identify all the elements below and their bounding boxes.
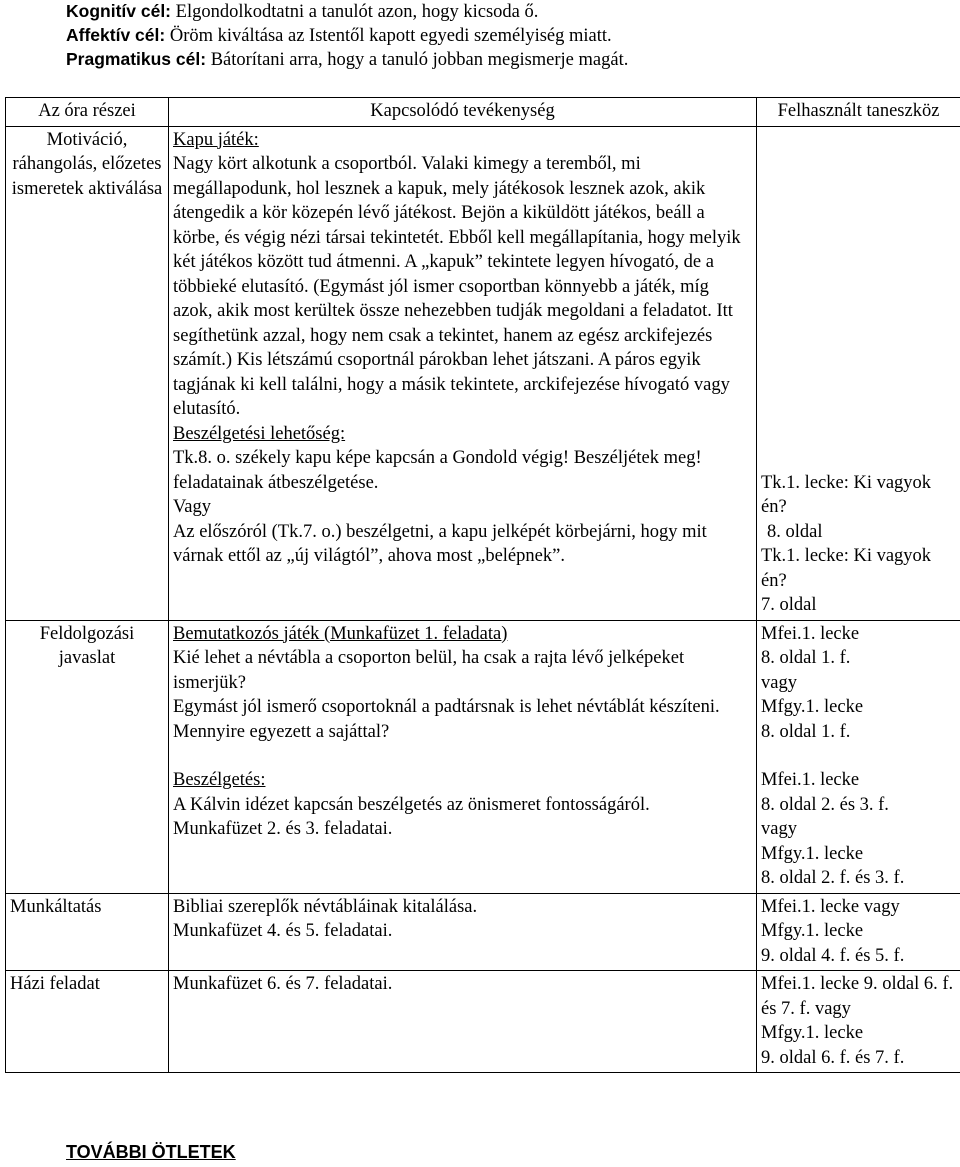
tools-cell: [757, 971, 960, 1073]
activity-text: Munkafüzet 2. és 3. feladatai.: [173, 819, 393, 839]
lesson-goals: [66, 0, 946, 72]
tool-ref: 8. oldal 2. f. és 3. f.: [761, 868, 905, 888]
tools-cell: [757, 620, 960, 893]
table-row: [6, 126, 960, 620]
activity-text: Munkafüzet 6. és 7. feladatai.: [173, 974, 393, 994]
header-tools: Felhasznált taneszköz: [757, 98, 960, 127]
activity-text: A Kálvin idézet kapcsán beszélgetés az önismeret fontosságáról.: [173, 794, 650, 815]
activity-title: Kapu játék:: [173, 129, 259, 150]
tool-ref: Tk.1. lecke: Ki vagyok én?: [761, 546, 932, 591]
tool-ref: Mfei.1. lecke 9. oldal 6. f. és 7. f. vagy: [761, 974, 954, 1019]
activity-text: Tk.8. o. székely kapu képe kapcsán a Gondold végig! Beszéljétek meg! feladatainak átbeszélgetése.: [173, 448, 702, 493]
tool-ref: Mfgy.1. lecke: [761, 921, 864, 941]
activity-cell: [169, 971, 757, 1073]
tool-ref: 8. oldal 1. f.: [761, 648, 851, 668]
tool-ref: Mfgy.1. lecke: [761, 1023, 864, 1043]
tool-ref: vagy: [761, 819, 797, 839]
table-row: [6, 620, 960, 893]
activity-text: Vagy: [173, 497, 212, 517]
lesson-plan-table: [5, 97, 960, 1073]
tool-ref: 8. oldal 2. és 3. f.: [761, 794, 889, 815]
activity-title: Beszélgetés:: [173, 770, 266, 790]
tool-ref: Mfei.1. lecke vagy: [761, 896, 900, 917]
tool-ref: 8. oldal 1. f.: [761, 721, 851, 742]
phase-cell: Munkáltatás: [6, 893, 169, 971]
tools-cell: [757, 126, 960, 620]
more-ideas-heading: TOVÁBBI ÖTLETEK: [66, 1142, 236, 1162]
phase-cell: Motiváció, ráhangolás, előzetes ismeretek aktiválása: [6, 126, 169, 620]
tool-ref: 9. oldal 6. f. és 7. f.: [761, 1047, 905, 1068]
activity-text: Nagy kört alkotunk a csoportból. Valaki kimegy a teremből, mi megállapodunk, hol lesznek a kapuk, mely játékosok lesznek azok, akik átengedik a kör közepén lévő játékost. Bejön a kiküldött játékos, beáll a körbe, és végig nézi társai tekintetét. Ebből kell megállapítania, hogy melyik két játékos között tud átmenni. A „kapuk” tekintete legyen hívogató, de a többieké elutasító. (Egymást jól ismer csoportban könnyebb a játék, míg azok, akik most kerültek össze nehezebben tudják megoldani a feladatot. Itt segíthetünk azzal, hogy nem csak a tekintet, hanem az egész arckifejezés számít.) Kis létszámú csoportnál párokban lehet játszani. A páros egyik tagjának ki kell találni, hogy a másik tekintete, arckifejezése hívogató vagy elutasító.: [173, 154, 741, 419]
tools-cell: [757, 893, 960, 971]
activity-title: Beszélgetési lehetőség:: [173, 423, 346, 444]
activity-text: Munkafüzet 4. és 5. feladatai.: [173, 921, 393, 941]
table-row: [6, 893, 960, 971]
tool-ref: Mfei.1. lecke: [761, 623, 860, 644]
goal-pragmatic: Pragmatikus cél: Bátorítani arra, hogy a tanuló jobban megismerje magát.: [66, 49, 629, 70]
phase-cell: Házi feladat: [6, 971, 169, 1073]
activity-text: Bibliai szereplők névtábláinak kitalálása.: [173, 896, 478, 917]
tool-ref: Mfgy.1. lecke: [761, 697, 864, 717]
tool-ref: Mfgy.1. lecke: [761, 843, 864, 864]
header-activity: Kapcsolódó tevékenység: [169, 98, 757, 127]
phase-cell: Feldolgozási javaslat: [6, 620, 169, 893]
goal-affective: Affektív cél: Öröm kiváltása az Istentől kapott egyedi személyiség miatt.: [66, 25, 612, 46]
tool-ref: Mfei.1. lecke: [761, 770, 860, 790]
table-header-row: [6, 98, 960, 127]
goal-cognitive: Kognitív cél: Elgondolkodtatni a tanulót azon, hogy kicsoda ő.: [66, 1, 539, 22]
tool-ref: vagy: [761, 672, 797, 693]
activity-cell: [169, 620, 757, 893]
tool-ref: 8. oldal: [767, 521, 823, 542]
activity-text: Egymást jól ismerő csoportoknál a padtársnak is lehet névtáblát készíteni. Mennyire egyezett a sajáttal?: [173, 697, 720, 742]
table-row: [6, 971, 960, 1073]
activity-cell: [169, 126, 757, 620]
tool-ref: Tk.1. lecke: Ki vagyok én?: [761, 472, 932, 517]
activity-text: Az előszóról (Tk.7. o.) beszélgetni, a kapu jelképét körbejárni, hogy mit várnak ettől az „új világtól”, ahova most „belépnek”.: [173, 521, 707, 566]
header-lesson-parts: Az óra részei: [6, 98, 169, 127]
activity-cell: [169, 893, 757, 971]
tool-ref: 7. oldal: [761, 595, 817, 615]
tool-ref: 9. oldal 4. f. és 5. f.: [761, 945, 905, 966]
activity-title: Bemutatkozós játék (Munkafüzet 1. feladata): [173, 623, 508, 644]
activity-text: Kié lehet a névtábla a csoporton belül, ha csak a rajta lévő jelképeket ismerjük?: [173, 648, 685, 693]
